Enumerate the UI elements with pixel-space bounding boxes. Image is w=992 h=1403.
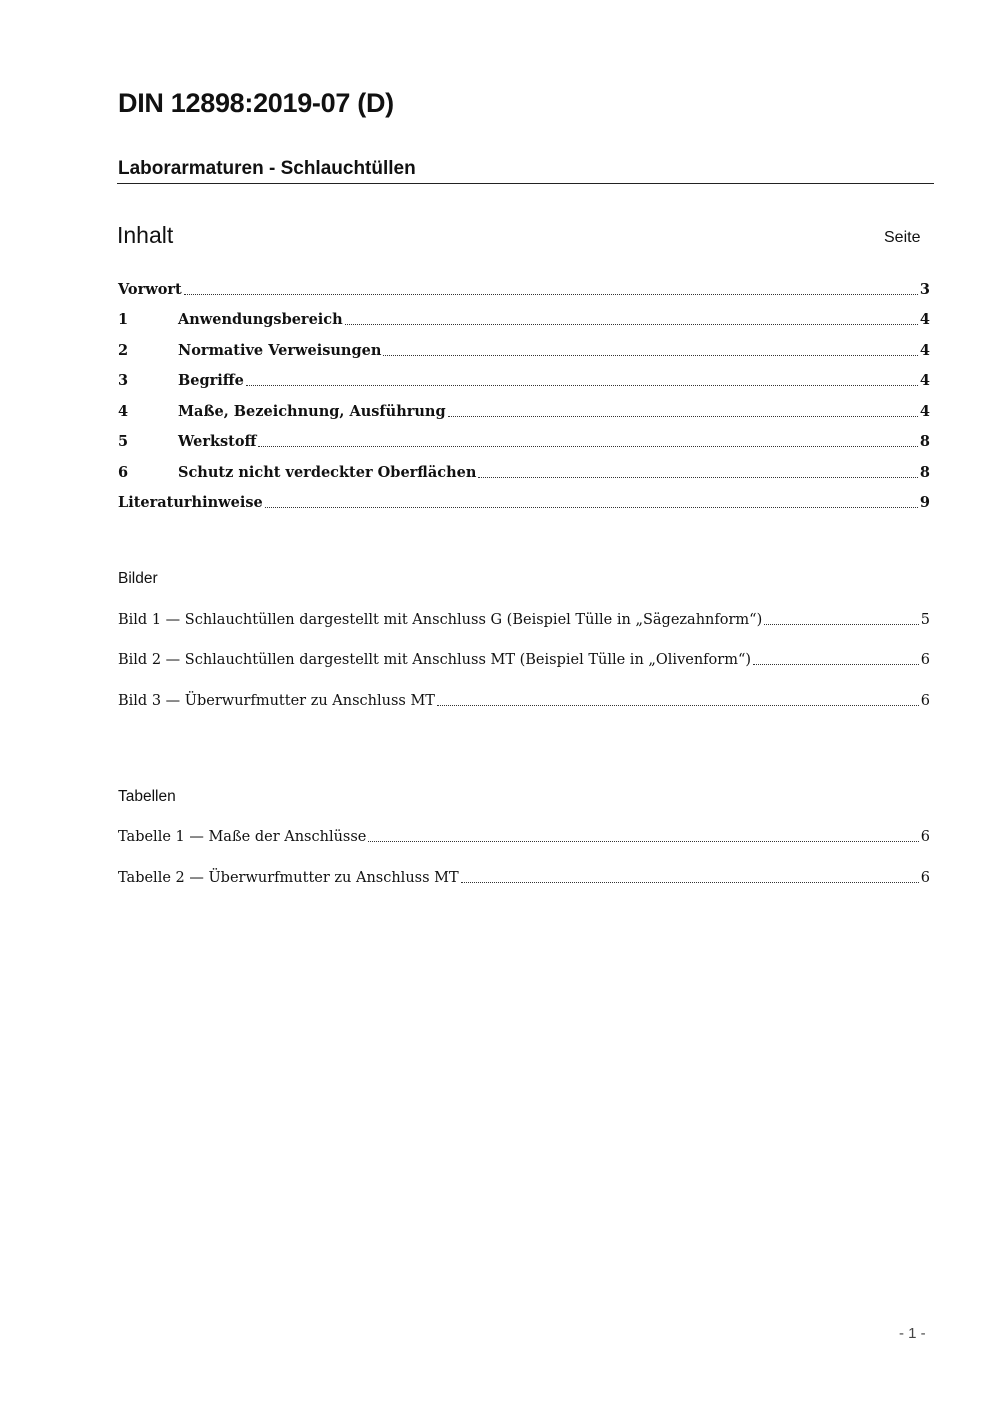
- table-entry-page: 6: [920, 870, 930, 886]
- table-entry-1[interactable]: [118, 827, 930, 847]
- figure-entry-page: 6: [920, 652, 930, 668]
- figure-entry-title: Bild 3 — Überwurfmutter zu Anschluss MT: [118, 693, 435, 709]
- toc-heading: Inhalt: [117, 222, 174, 248]
- toc-entry-title: Normative Verweisungen: [178, 342, 382, 359]
- toc-entry-page: 4: [919, 372, 930, 389]
- toc-leader: [345, 323, 918, 325]
- toc-leader: [258, 445, 917, 447]
- toc-entry-6[interactable]: [118, 463, 930, 483]
- document-subtitle: Laborarmaturen - Schlauchtüllen: [118, 158, 416, 179]
- toc-entry-4[interactable]: [118, 402, 930, 422]
- toc-leader: [383, 354, 918, 356]
- toc-entry-title: Schutz nicht verdeckter Oberflächen: [178, 464, 477, 481]
- toc-entry-1[interactable]: [118, 310, 930, 330]
- table-entry-title: Tabelle 1 — Maße der Anschlüsse: [118, 829, 367, 845]
- toc-entry-title: Anwendungsbereich: [178, 311, 343, 328]
- table-entry-page: 6: [920, 829, 930, 845]
- toc-entry-number: 5: [118, 433, 129, 450]
- toc-entry-number: 1: [118, 311, 129, 328]
- figures-section-label: Bilder: [118, 570, 158, 587]
- document-title: DIN 12898:2019-07 (D): [118, 88, 394, 118]
- tables-section-label: Tabellen: [118, 788, 176, 805]
- toc-leader: [753, 663, 919, 665]
- toc-entry-title: Maße, Bezeichnung, Ausführung: [178, 403, 446, 420]
- table-entry-2[interactable]: [118, 868, 930, 888]
- toc-leader: [437, 704, 919, 706]
- figure-entry-3[interactable]: [118, 691, 930, 711]
- toc-entry-page: 4: [919, 342, 930, 359]
- figure-entry-2[interactable]: [118, 650, 930, 670]
- toc-entry-5[interactable]: [118, 432, 930, 452]
- toc-entry-2[interactable]: [118, 341, 930, 361]
- toc-entry-number: 3: [118, 372, 129, 389]
- toc-entry-page: 8: [919, 433, 930, 450]
- toc-leader: [478, 476, 918, 478]
- figure-entry-page: 6: [920, 693, 930, 709]
- subtitle-divider: [117, 183, 934, 184]
- toc-entry-page: 4: [919, 403, 930, 420]
- toc-page-column-label: Seite: [884, 229, 921, 246]
- toc-leader: [368, 840, 918, 842]
- toc-entry-number: 6: [118, 464, 129, 481]
- page-number: - 1 -: [899, 1325, 926, 1342]
- toc-entry-3[interactable]: [118, 371, 930, 391]
- toc-entry-page: 4: [919, 311, 930, 328]
- toc-leader: [448, 415, 918, 417]
- table-entry-title: Tabelle 2 — Überwurfmutter zu Anschluss MT: [118, 870, 459, 886]
- toc-entry-bibliography[interactable]: [118, 493, 930, 513]
- toc-entry-title: Vorwort: [118, 281, 182, 298]
- toc-leader: [764, 623, 919, 625]
- toc-entry-title: Werkstoff: [178, 433, 257, 450]
- toc-leader: [246, 384, 918, 386]
- toc-entry-page: 3: [919, 281, 930, 298]
- figure-entry-page: 5: [920, 612, 930, 628]
- figure-entry-title: Bild 1 — Schlauchtüllen dargestellt mit Anschluss G (Beispiel Tülle in „Sägezahnform“): [118, 612, 763, 628]
- toc-leader: [265, 506, 918, 508]
- figure-entry-1[interactable]: [118, 610, 930, 630]
- toc-entry-title: Begriffe: [178, 372, 244, 389]
- toc-leader: [461, 881, 919, 883]
- toc-entry-page: 8: [919, 464, 930, 481]
- toc-entry-page: 9: [919, 494, 930, 511]
- toc-leader: [184, 293, 918, 295]
- toc-entry-title: Literaturhinweise: [118, 494, 263, 511]
- toc-entry-number: 2: [118, 342, 129, 359]
- figure-entry-title: Bild 2 — Schlauchtüllen dargestellt mit Anschluss MT (Beispiel Tülle in „Olivenform“): [118, 652, 752, 668]
- toc-entry-number: 4: [118, 403, 129, 420]
- toc-entry-foreword[interactable]: [118, 280, 930, 300]
